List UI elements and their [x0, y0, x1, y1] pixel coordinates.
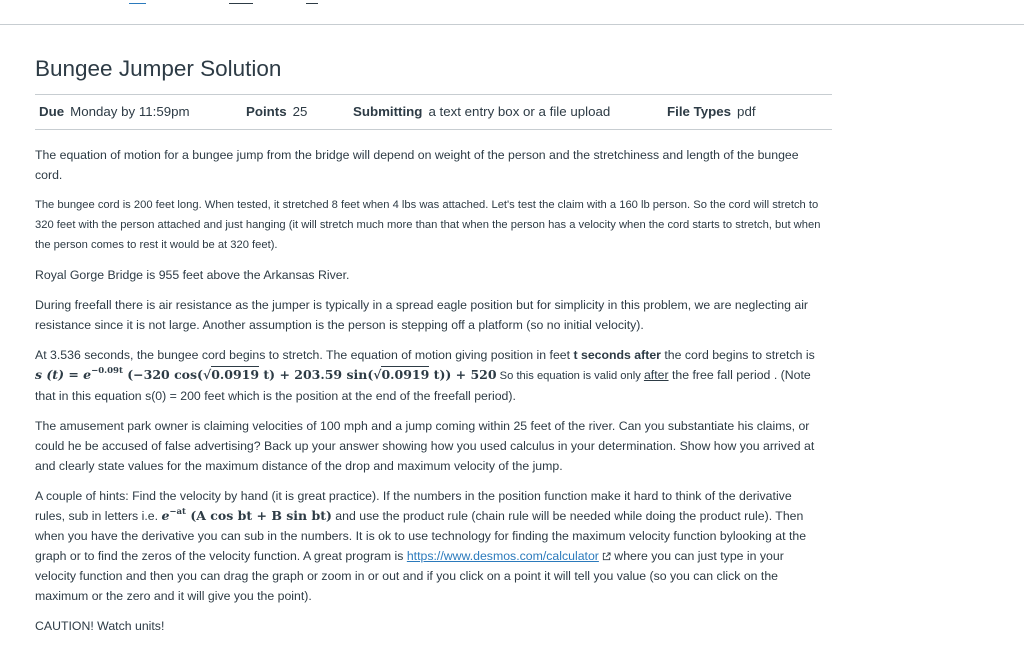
equation-note-text: the free fall period . (Note that in this equation s(0) = 200 feet which is the position at the end of the freefall period).: [35, 368, 811, 403]
nav-item-fragment[interactable]: [229, 0, 253, 4]
paragraph-hints: [35, 486, 825, 606]
points-value: 25: [292, 104, 308, 119]
paragraph-freefall: During freefall there is air resistance as the jumper is typically in a spread eagle position but for simplicity in this problem, we are neglecting air resistance since it is not large. Another assumption is the person is stepping off a platform (so no initial velocity).: [35, 298, 809, 332]
file-types-detail: [667, 104, 756, 119]
hint-rest: (A cos bt + B sin bt): [185, 508, 332, 523]
equation-part: (−320 cos(: [122, 367, 203, 382]
page-title: Bungee Jumper Solution: [35, 56, 282, 81]
due-value: Monday by 11:59pm: [70, 104, 190, 119]
submitting-detail: [353, 104, 610, 119]
hints-text-3: where you can just type in your velocity function and then you can drag the graph or zoom in or out and if you click on a point it will tell you value (so you can click on the maximum or the zero and it will give you the point).: [35, 549, 784, 603]
file-types-label: File Types: [667, 104, 732, 119]
equation-intro-text-2: the cord begins to stretch is: [660, 348, 815, 362]
hint-equation: [161, 508, 331, 523]
hints-text-1: A couple of hints: Find the velocity by hand (it is great practice). If the numbers in the position function make it hard to think of the derivative rules, sub in letters i.e.: [35, 489, 792, 523]
nav-link-fragment[interactable]: [129, 0, 146, 4]
paragraph-cord: The bungee cord is 200 feet long. When tested, it stretched 8 feet when 4 lbs was attached. Let's test the claim with a 160 lb person. So the cord will stretch to 320 feet with the person attached and just hanging (it will stretch much more than that when the person has a velocity when the cord starts to stretch, but when the person comes to rest it would be at 320 feet).: [35, 199, 821, 251]
equation-bold-text: t seconds after: [573, 348, 661, 362]
due-label: Due: [39, 104, 65, 119]
points-label: Points: [246, 104, 287, 119]
desmos-link[interactable]: https://www.desmos.com/calculator: [406, 549, 599, 563]
hint-exponent: −at: [169, 507, 186, 517]
submitting-value: a text entry box or a file upload: [428, 104, 611, 119]
equation-validity-text: So this equation is valid only: [496, 370, 644, 382]
paragraph-caution: CAUTION! Watch units!: [35, 619, 165, 633]
paragraph-claims: The amusement park owner is claiming velocities of 100 mph and a jump coming within 25 feet of the river. Can you substantiate his claims, or could he be accused of false advertising? Back up your answer showing how you used calculus in your determination. Show how you arrived at and clearly state values for the maximum distance of the drop and maximum velocity of the jump.: [35, 419, 815, 473]
due-detail: [39, 104, 190, 119]
position-equation: s $(t) = e^{-0.09t}$ (−320 cos(√0.0919 t) + 203.59 sin(√0.0919 t)) + 520: [35, 366, 497, 382]
paragraph-bridge: Royal Gorge Bridge is 955 feet above the Arkansas River.: [35, 268, 350, 282]
top-navigation-bar: [0, 0, 1024, 25]
equation-part: t)) + 520: [429, 367, 497, 382]
equation-part: t) + 203.59 sin(: [259, 367, 374, 382]
file-types-value: pdf: [737, 104, 756, 119]
equation-sqrt: 0.0919: [211, 367, 260, 382]
assignment-description: [35, 145, 825, 646]
after-underlined: after: [643, 368, 669, 382]
equation-intro-text: At 3.536 seconds, the bungee cord begins to stretch. The equation of motion giving position in feet: [35, 348, 574, 362]
assignment-details-bar: [35, 94, 832, 130]
external-link-icon[interactable]: [602, 552, 611, 561]
points-detail: [246, 104, 307, 119]
paragraph-intro: The equation of motion for a bungee jump from the bridge will depend on weight of the person and the stretchiness and length of the bungee cord.: [35, 148, 799, 182]
hints-text-2: and use the product rule (chain rule will be needed while doing the product rule). Then when you have the derivative you can sub in the numbers. It is ok to use technology for finding the maximum velocity function bylooking at the graph or to find the zeros of the velocity function. A great program is: [35, 509, 807, 563]
paragraph-equation: [35, 345, 825, 406]
submitting-label: Submitting: [353, 104, 423, 119]
equation-exponent: −0.09t: [91, 366, 123, 376]
hint-base: e: [161, 508, 170, 523]
equation-lhs: s (t) = e: [35, 367, 92, 382]
nav-item-fragment[interactable]: [306, 0, 318, 4]
equation-sqrt: 0.0919: [381, 367, 430, 382]
